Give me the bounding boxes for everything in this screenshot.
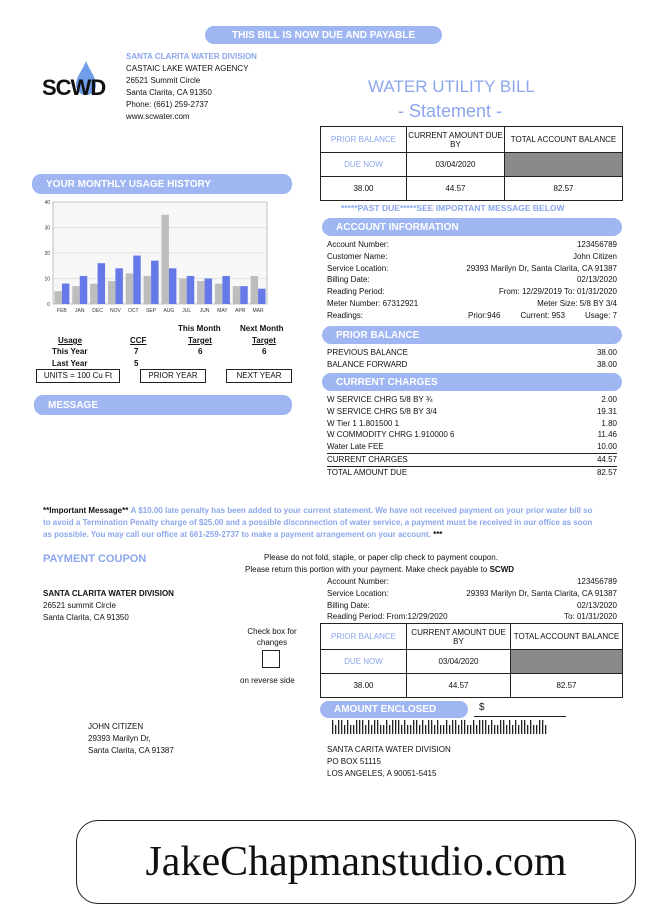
barcode-bar — [404, 720, 405, 734]
current-reading: Current: 953 — [520, 310, 565, 320]
remit-line: PO BOX 51115 — [327, 757, 381, 766]
important-message — [43, 505, 598, 541]
coupon-current-value: 44.57 — [407, 674, 511, 698]
postal-barcode — [332, 720, 552, 734]
value: 10.00 — [596, 442, 617, 452]
agency-line: CASTAIC LAKE WATER AGENCY — [126, 64, 249, 73]
barcode-bar — [506, 725, 507, 734]
usage-col: Usage — [58, 336, 83, 345]
barcode-bar — [332, 720, 333, 734]
coupon-service-location: 29393 Marilyn Dr, Santa Clarita, CA 91387 — [466, 588, 617, 598]
coupon-due-date: 03/04/2020 — [407, 650, 511, 674]
label: Billing Date: — [327, 600, 370, 610]
past-due-notice: *****PAST DUE*****SEE IMPORTANT MESSAGE BELOW — [341, 203, 565, 213]
coupon-division — [43, 588, 174, 624]
agency-line: 26521 Summit Circle — [126, 76, 201, 85]
coupon-prior-value: 38.00 — [321, 674, 407, 698]
y-tick-label: 10 — [44, 276, 50, 283]
barcode-bar — [362, 720, 363, 734]
current-charges-header: CURRENT CHARGES — [322, 373, 622, 391]
label: Reading Period: — [327, 612, 385, 622]
total-due-label: TOTAL AMOUNT DUE — [327, 467, 408, 477]
coupon-current-header: CURRENT AMOUNT DUE BY — [407, 624, 511, 650]
usage-history-header: YOUR MONTHLY USAGE HISTORY — [32, 174, 292, 194]
billing-date: 02/13/2020 — [576, 275, 617, 285]
label: BALANCE FORWARD — [327, 359, 408, 369]
coupon-prior-header: PRIOR BALANCE — [321, 624, 407, 650]
barcode-bar — [476, 725, 477, 734]
usage-chart — [36, 197, 274, 319]
summary-table — [320, 126, 623, 201]
remit-line: LOS ANGELES, A 90051-5415 — [327, 769, 437, 778]
watermark-text: JakeChapmanstudio.com — [145, 839, 567, 885]
due-date: 03/04/2020 — [407, 153, 505, 177]
barcode-bar — [536, 725, 537, 734]
prior-balance-value: 38.00 — [321, 177, 407, 201]
label: Account Number: — [327, 240, 389, 249]
coupon-account-number: 123456789 — [576, 577, 617, 586]
barcode-bar — [380, 725, 381, 734]
barcode-bar — [389, 725, 390, 734]
barcode-bar — [512, 725, 513, 734]
instruction-text: Please return this portion with your payment. Make check payable to — [245, 565, 488, 574]
coupon-due-now: DUE NOW — [321, 650, 407, 674]
label: Service Location: — [327, 263, 389, 273]
barcode-bar — [425, 725, 426, 734]
barcode-bar — [482, 720, 483, 734]
barcode-bar — [530, 720, 531, 734]
barcode-bar — [395, 720, 396, 734]
next-target-col: Target — [252, 336, 276, 345]
value: 1.80 — [601, 418, 617, 428]
coupon-instruction-1: Please do not fold, staple, or paper clip check to payment coupon. — [264, 553, 498, 562]
this-month-label: This Month — [178, 324, 221, 333]
value: 2.00 — [601, 395, 617, 404]
barcode-bar — [545, 725, 546, 734]
dollar-sign: $ — [479, 702, 485, 713]
amount-enclosed-field[interactable] — [474, 702, 566, 717]
barcode-bar — [374, 720, 375, 734]
y-tick-label: 30 — [44, 225, 50, 232]
this-target-col: Target — [188, 336, 212, 345]
label: W COMMODITY CHRG 1.910000 6 — [327, 430, 455, 440]
units-button[interactable]: UNITS = 100 Cu Ft — [36, 369, 120, 383]
due-banner: THIS BILL IS NOW DUE AND PAYABLE — [205, 26, 442, 44]
shaded-cell — [505, 153, 623, 177]
barcode-bar — [398, 720, 399, 734]
prior-balance-rows — [327, 347, 617, 371]
bill-subtitle: - Statement - — [398, 101, 503, 121]
coupon-billing-date: 02/13/2020 — [576, 600, 617, 610]
account-info — [327, 239, 617, 322]
barcode-bar — [341, 720, 342, 734]
barcode-bar — [515, 720, 516, 734]
barcode-bar — [401, 725, 402, 734]
division-address: 26521 summit Circle — [43, 601, 116, 610]
customer-line: Santa Clarita, CA 91387 — [88, 746, 174, 755]
agency-phone: Phone: (661) 259-2737 — [126, 100, 209, 109]
agency-line: Santa Clarita, CA 91350 — [126, 88, 212, 97]
current-charges-label: CURRENT CHARGES — [327, 454, 408, 464]
month-label: APR — [235, 308, 246, 314]
barcode-bar — [524, 720, 525, 734]
barcode-bar — [434, 725, 435, 734]
barcode-bar — [470, 725, 471, 734]
label: W SERVICE CHRG 5/8 BY 3/4 — [327, 406, 437, 416]
usage-bar — [80, 276, 87, 304]
coupon-instruction-2 — [245, 565, 514, 574]
barcode-bar — [527, 725, 528, 734]
prior-balance-header: PRIOR BALANCE — [322, 326, 622, 344]
usage-bar — [222, 276, 229, 304]
this-year-next-target: 6 — [262, 347, 267, 356]
barcode-bar — [533, 725, 534, 734]
logo-text: SCWD — [42, 75, 106, 100]
barcode-bar — [416, 720, 417, 734]
barcode-bar — [479, 720, 480, 734]
barcode-bar — [443, 725, 444, 734]
label: W SERVICE CHRG 5/8 BY ¾ — [327, 395, 433, 404]
last-year-ccf: 5 — [134, 359, 139, 368]
this-year-this-target: 6 — [198, 347, 203, 356]
barcode-bar — [452, 720, 453, 734]
value: 38.00 — [596, 359, 617, 369]
remit-address — [327, 744, 451, 780]
account-number: 123456789 — [576, 240, 617, 249]
amount-enclosed-label: AMOUNT ENCLOSED — [320, 701, 468, 718]
barcode-bar — [440, 725, 441, 734]
usage-bar — [98, 263, 105, 304]
current-charges-rows — [327, 394, 617, 479]
label: Billing Date: — [327, 275, 370, 285]
barcode-bar — [485, 720, 486, 734]
current-due-value: 44.57 — [407, 177, 505, 201]
usage-bar — [251, 276, 258, 304]
barcode-bar — [467, 725, 468, 734]
prior-reading: Prior:946 — [468, 310, 501, 320]
usage-bar — [197, 281, 204, 304]
usage-bar — [115, 268, 122, 304]
barcode-bar — [371, 725, 372, 734]
next-year-button[interactable]: NEXT YEAR — [226, 369, 292, 383]
barcode-bar — [335, 725, 336, 734]
barcode-bar — [431, 720, 432, 734]
customer-name: John Citizen — [572, 251, 617, 261]
payment-coupon-title: PAYMENT COUPON — [43, 553, 147, 565]
usage-bar — [258, 289, 265, 304]
scwd-logo — [40, 55, 118, 105]
check-box-text: Check box for changes — [247, 627, 297, 647]
month-label: JAN — [75, 308, 85, 314]
usage-bar — [126, 273, 133, 304]
usage-bar — [108, 281, 115, 304]
barcode-bar — [503, 720, 504, 734]
important-lead: **Important Message** — [43, 506, 129, 515]
customer-line: 29393 Marilyn Dr, — [88, 734, 151, 743]
barcode-bar — [413, 720, 414, 734]
prior-year-button[interactable]: PRIOR YEAR — [140, 369, 206, 383]
next-month-label: Next Month — [240, 324, 284, 333]
barcode-bar — [542, 720, 543, 734]
change-checkbox[interactable] — [262, 650, 280, 668]
usage-bar — [233, 286, 240, 304]
barcode-bar — [437, 720, 438, 734]
meter-number: Meter Number: 67312921 — [327, 298, 419, 308]
barcode-bar — [518, 725, 519, 734]
usage-bar — [161, 215, 168, 304]
agency-block — [126, 51, 257, 123]
barcode-bar — [428, 720, 429, 734]
usage-bar — [205, 279, 212, 305]
prior-balance-header: PRIOR BALANCE — [321, 127, 407, 153]
month-label: JUL — [182, 308, 192, 314]
customer-address — [88, 721, 174, 757]
total-due-value: 82.57 — [596, 467, 617, 477]
this-year-ccf: 7 — [134, 347, 139, 356]
barcode-bar — [464, 720, 465, 734]
label: Water Late FEE — [327, 442, 384, 452]
label: Readings: — [327, 310, 364, 320]
barcode-bar — [365, 725, 366, 734]
barcode-bar — [392, 720, 393, 734]
coupon-reading-to: To: 01/31/2020 — [564, 612, 617, 622]
month-label: NOV — [109, 308, 121, 314]
agency-website[interactable]: www.scwater.com — [126, 112, 190, 121]
barcode-bar — [491, 720, 492, 734]
label: PREVIOUS BALANCE — [327, 348, 408, 357]
month-label: DEC — [92, 308, 103, 314]
month-label: FEB — [57, 308, 67, 314]
reading-period: From: 12/29/2019 To: 01/31/2020 — [498, 287, 617, 297]
label: W Tier 1 1.801500 1 — [327, 418, 400, 428]
agency-name: SANTA CLARITA WATER DIVISION — [126, 52, 257, 61]
last-year-label: Last Year — [52, 359, 88, 368]
usage-bar — [72, 286, 79, 304]
barcode-bar — [461, 720, 462, 734]
barcode-bar — [356, 720, 357, 734]
value: 11.46 — [597, 430, 617, 440]
barcode-bar — [386, 720, 387, 734]
y-tick-label: 0 — [47, 302, 50, 308]
usage-bar — [169, 268, 176, 304]
usage-bar — [54, 291, 61, 304]
total-balance-header: TOTAL ACCOUNT BALANCE — [505, 127, 623, 153]
month-label: OCT — [127, 308, 139, 314]
barcode-bar — [347, 720, 348, 734]
current-charges-value: 44.57 — [596, 454, 617, 464]
meter-size: Meter Size: 5/8 BY 3/4 — [537, 298, 617, 308]
bill-title: WATER UTILITY BILL — [368, 77, 535, 96]
barcode-bar — [383, 725, 384, 734]
month-label: MAY — [217, 308, 228, 314]
barcode-bar — [350, 725, 351, 734]
payee: SCWD — [489, 565, 515, 574]
label: Account Number: — [327, 577, 389, 586]
barcode-bar — [488, 725, 489, 734]
barcode-bar — [407, 725, 408, 734]
division-name: SANTA CLARITA WATER DIVISION — [43, 589, 174, 598]
reverse-side-text: on reverse side — [240, 676, 295, 685]
y-tick-label: 20 — [44, 251, 50, 257]
coupon-reading-from: From:12/29/2020 — [386, 612, 448, 622]
service-location: 29393 Marilyn Dr, Santa Clarita, CA 91387 — [466, 263, 617, 273]
total-balance-value: 82.57 — [505, 177, 623, 201]
barcode-bar — [539, 720, 540, 734]
message-header: MESSAGE — [34, 395, 292, 415]
barcode-bar — [353, 725, 354, 734]
barcode-bar — [497, 725, 498, 734]
usage-reading: Usage: 7 — [584, 310, 617, 320]
value: 38.00 — [596, 348, 617, 357]
remit-line: SANTA CARITA WATER DIVISION — [327, 745, 451, 754]
usage-bar — [187, 276, 194, 304]
barcode-bar — [359, 720, 360, 734]
value: 19.31 — [596, 406, 617, 416]
due-now-label: DUE NOW — [321, 153, 407, 177]
usage-bar — [240, 286, 247, 304]
coupon-total-value: 82.57 — [511, 674, 623, 698]
usage-bar — [144, 276, 151, 304]
coupon-summary-table — [320, 623, 623, 698]
barcode-bar — [419, 725, 420, 734]
month-label: MAR — [252, 308, 264, 314]
month-label: JUN — [199, 308, 210, 314]
account-info-header: ACCOUNT INFORMATION — [322, 218, 622, 236]
ccf-col: CCF — [130, 336, 147, 345]
usage-bar — [179, 279, 186, 305]
barcode-bar — [509, 720, 510, 734]
barcode-bar — [368, 720, 369, 734]
coupon-account-info — [327, 576, 617, 623]
barcode-bar — [455, 720, 456, 734]
coupon-total-header: TOTAL ACCOUNT BALANCE — [511, 624, 623, 650]
important-tail: *** — [433, 530, 443, 539]
barcode-bar — [458, 725, 459, 734]
barcode-bar — [422, 720, 423, 734]
label: Service Location: — [327, 588, 389, 598]
barcode-bar — [521, 720, 522, 734]
barcode-bar — [500, 720, 501, 734]
this-year-label: This Year — [52, 347, 88, 356]
usage-bar — [133, 256, 140, 304]
barcode-bar — [446, 720, 447, 734]
barcode-bar — [494, 725, 495, 734]
barcode-bar — [377, 720, 378, 734]
barcode-bar — [338, 720, 339, 734]
month-label: SEP — [146, 308, 157, 314]
usage-bar — [62, 284, 69, 304]
current-due-header: CURRENT AMOUNT DUE BY — [407, 127, 505, 153]
month-label: AUG — [163, 308, 175, 314]
label: Reading Period: — [327, 287, 385, 297]
customer-line: JOHN CITIZEN — [88, 722, 144, 731]
barcode-bar — [344, 725, 345, 734]
coupon-shaded-cell — [511, 650, 623, 674]
y-tick-label: 40 — [44, 200, 50, 206]
barcode-bar — [449, 725, 450, 734]
watermark-box — [76, 820, 636, 904]
usage-bar — [151, 261, 158, 304]
barcode-bar — [473, 720, 474, 734]
division-address: Santa Clarita, CA 91350 — [43, 613, 129, 622]
important-body: A $10.00 late penalty has been added to your current statement. We have not received payment on your prior water bill so to avoid a Termination Penalty charge of $25.00 and a possible disconnection of water service, a payment must be received in our office as soon as possible. You may call our office at 661-259-2737 to make a payment arrangement on your account. — [43, 506, 593, 539]
barcode-bar — [410, 725, 411, 734]
label: Customer Name: — [327, 251, 388, 261]
usage-bar — [215, 284, 222, 304]
usage-bar — [90, 284, 97, 304]
